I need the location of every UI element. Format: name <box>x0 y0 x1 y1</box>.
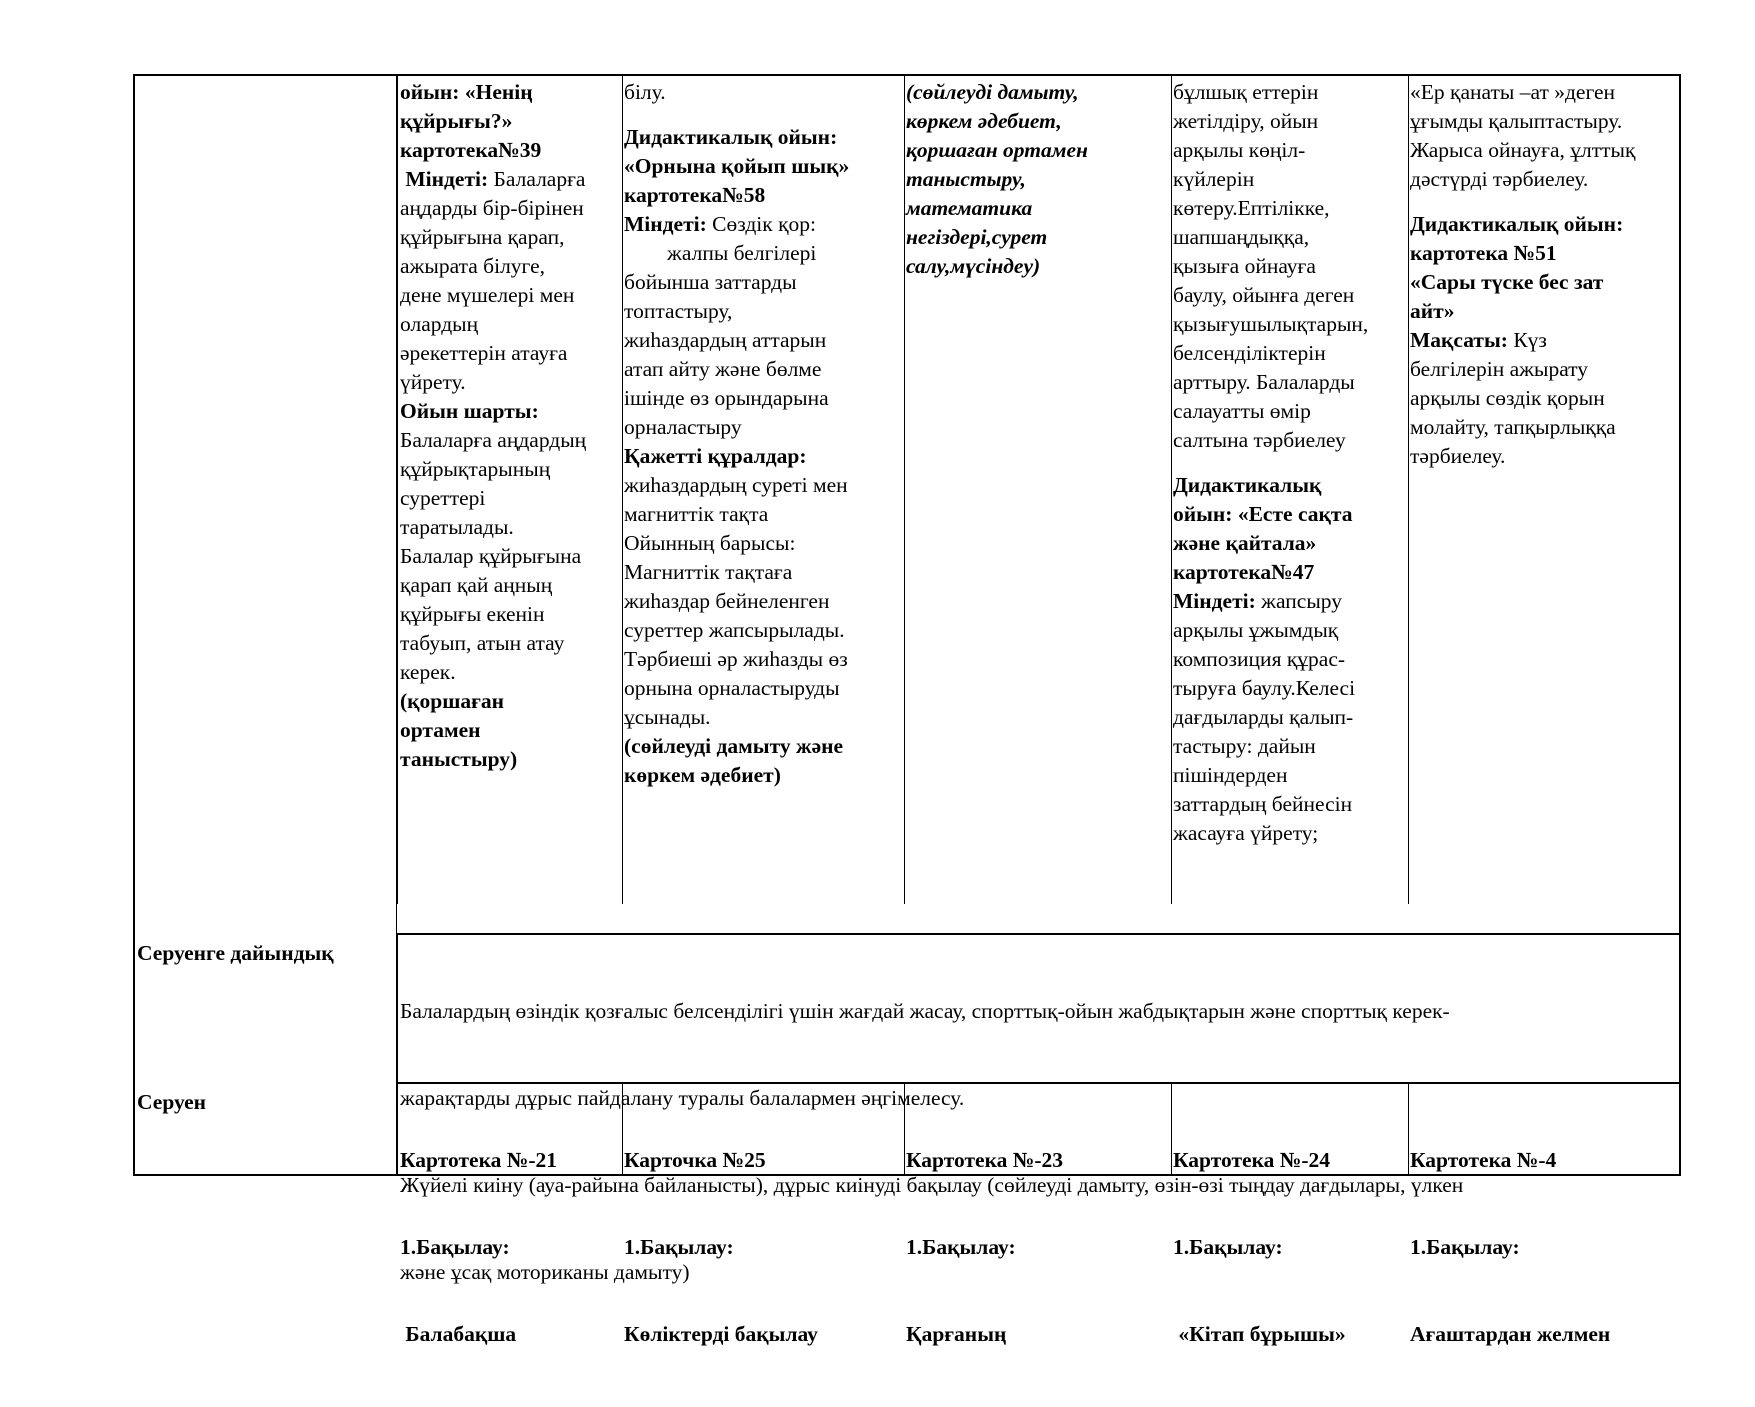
row1-col-divider-5 <box>1408 74 1409 904</box>
row3-col5-cell <box>1410 1088 1678 1407</box>
cell-line-text: тәрбиелеу. <box>1410 444 1506 468</box>
row2-line: және ұсақ моториканы дамыту) <box>400 1260 690 1284</box>
cell-line <box>1173 397 1407 426</box>
cell-line-text: таныстыру) <box>400 747 518 771</box>
cell-line <box>1410 107 1678 136</box>
cell-line-text: картотека№58 <box>624 183 766 207</box>
cell-line-text: жасауға үйрету; <box>1173 821 1319 845</box>
cell-line-text: шапшаңдыққа, <box>1173 225 1310 249</box>
cell-line <box>1410 297 1678 326</box>
table-border-left <box>133 74 135 1176</box>
cell-line-text: молайту, тапқырлыққа <box>1410 415 1616 439</box>
cell-line <box>624 471 904 500</box>
cell-line-text: қарап қай аңның <box>400 573 553 597</box>
cell-line <box>1173 107 1407 136</box>
cell-line <box>400 223 622 252</box>
cell-line-text: Дидактикалық ойын: <box>624 125 838 149</box>
observation-label: 1.Бақылау: <box>400 1235 510 1259</box>
observation-label: 1.Бақылау: <box>1410 1235 1520 1259</box>
cell-line-text: Дидактикалық <box>1173 473 1322 497</box>
cell-line-text: Тәрбиеші әр жиһазды өз <box>624 647 848 671</box>
cell-line-text: аңдарды бір-бірінен <box>400 196 584 220</box>
cell-line <box>624 78 904 107</box>
cell-line <box>400 165 622 194</box>
cell-line-text: ортамен <box>400 718 481 742</box>
cell-line <box>1410 413 1678 442</box>
cell-line-text: жиһаздардың аттарын <box>624 328 827 352</box>
cell-line <box>1173 252 1407 281</box>
row1-col1-cell <box>400 78 622 774</box>
observation-topic: Қарғаның <box>906 1322 1007 1346</box>
cell-line-text: салу,мүсіндеу) <box>906 254 1041 278</box>
cell-line <box>1173 78 1407 107</box>
table-border-right <box>1679 74 1681 1176</box>
row2-line: жарақтарды дұрыс пайдалану туралы балалармен әңгімелесу. <box>400 1086 965 1110</box>
cell-line <box>400 426 622 455</box>
cell-line <box>1173 194 1407 223</box>
cell-line <box>624 761 904 790</box>
row2-line: Балалардың өзіндік қозғалыс белсенділігі үшін жағдай жасау, спорттық-ойын жабдықтарын және спорттық керек- <box>400 999 1450 1023</box>
observation-topic: «Кітап бұрышы» <box>1173 1322 1346 1346</box>
observation-topic: Ағаштардан желмен <box>1410 1322 1611 1346</box>
cell-line <box>400 687 622 716</box>
cell-line <box>400 455 622 484</box>
cell-line-text: суреттер жапсырылады. <box>624 618 845 642</box>
cell-line <box>1173 165 1407 194</box>
cell-line-rest: Сөздік қор: <box>706 212 817 236</box>
observation-label: 1.Бақылау: <box>906 1235 1016 1259</box>
cell-line-text: суреттері <box>400 486 486 510</box>
observation-label: 1.Бақылау: <box>1173 1235 1283 1259</box>
cell-line <box>906 194 1170 223</box>
cell-line <box>624 268 904 297</box>
cell-line-text: көркем әдебиет, <box>906 109 1062 133</box>
cell-line-text: (сөйлеуді дамыту, <box>906 80 1079 104</box>
row1-col-divider-3 <box>904 74 905 904</box>
cell-line-text: математика <box>906 196 1033 220</box>
cell-line-text: құйрықтарының <box>400 457 551 481</box>
cell-line-text: ұғымды қалыптастыру. <box>1410 109 1623 133</box>
cell-line <box>624 152 904 181</box>
cell-line-rest: Балаларға <box>488 167 586 191</box>
row1-col3-cell <box>906 78 1170 281</box>
row3-label: Серуен <box>137 1090 207 1114</box>
row2-label-divider <box>396 933 398 1176</box>
cell-line <box>906 107 1170 136</box>
cell-line-text: Жарыса ойнауға, ұлттық <box>1410 138 1636 162</box>
row3-col1-cell <box>400 1088 622 1407</box>
cell-line <box>400 281 622 310</box>
cell-line-text: жалпы белгілері <box>624 241 817 265</box>
cell-line <box>624 384 904 413</box>
cell-line-text: таныстыру, <box>906 167 1026 191</box>
cell-line-text: құйрығына қарап, <box>400 225 565 249</box>
cell-line <box>624 326 904 355</box>
cell-line <box>906 223 1170 252</box>
observation-label: 1.Бақылау: <box>624 1235 734 1259</box>
cell-line-text: пішіндерден <box>1173 763 1288 787</box>
cell-line-rest: Күз <box>1507 328 1547 352</box>
cell-line <box>1173 500 1407 529</box>
row2-label: Серуенге дайындық <box>137 941 334 965</box>
cell-line-text: орнына орналастыруды <box>624 676 840 700</box>
cell-line <box>906 165 1170 194</box>
cell-line <box>1173 529 1407 558</box>
cell-line-text: атап айту және бөлме <box>624 357 822 381</box>
cell-line <box>1173 761 1407 790</box>
cell-line-text: картотека №51 <box>1410 241 1557 265</box>
cell-line-text: «Сары түске бес зат <box>1410 270 1604 294</box>
cell-line-text: Магниттік тақтаға <box>624 560 793 584</box>
cell-line <box>400 745 622 774</box>
cell-line-text: арттыру. Балаларды <box>1173 370 1355 394</box>
cell-line <box>624 645 904 674</box>
cell-line <box>906 252 1170 281</box>
cell-line-text: қызыға ойнауға <box>1173 254 1316 278</box>
cell-line <box>1410 384 1678 413</box>
cell-line-text: белгілерін ажырату <box>1410 357 1589 381</box>
cell-line <box>400 571 622 600</box>
cell-line <box>1173 558 1407 587</box>
cell-line <box>400 368 622 397</box>
cell-line <box>1410 165 1678 194</box>
cell-line <box>624 732 904 761</box>
cell-line-text: құйрығы екенін <box>400 602 545 626</box>
cell-line-text: қоршаған ортамен <box>906 138 1088 162</box>
cell-line-text: ажырата білуге, <box>400 254 545 278</box>
cell-line-text: арқылы ұжымдық <box>1173 618 1339 642</box>
cell-line <box>400 136 622 165</box>
table-border-top <box>133 74 1681 76</box>
cell-line-text: орналастыру <box>624 415 742 439</box>
cell-line <box>1410 239 1678 268</box>
cell-line <box>1173 223 1407 252</box>
cell-line-text: білу. <box>624 80 666 104</box>
cell-line <box>1410 194 1678 210</box>
cell-line-text: әрекеттерін атауға <box>400 341 568 365</box>
cell-line <box>400 78 622 107</box>
cell-line <box>624 181 904 210</box>
cell-line-text: дене мүшелері мен <box>400 283 575 307</box>
row1-col5-cell <box>1410 78 1678 471</box>
cell-line-text: Ойынның барысы: <box>624 531 796 555</box>
cell-line-text: негіздері,сурет <box>906 225 1048 249</box>
cell-line <box>1410 210 1678 239</box>
cell-line-text: көркем әдебиет) <box>624 763 781 787</box>
cell-line <box>1173 790 1407 819</box>
cell-line-text: олардың <box>400 312 479 336</box>
cell-line <box>1173 471 1407 500</box>
cell-line-text: таратылады. <box>400 515 514 539</box>
cell-line <box>1410 355 1678 384</box>
cell-line <box>400 397 622 426</box>
cell-line <box>1410 136 1678 165</box>
cell-line-text: Мақсаты: <box>1410 328 1508 352</box>
cell-line-text: Дидактикалық ойын: <box>1410 212 1624 236</box>
cell-line-text: жиһаздар бейнеленген <box>624 589 830 613</box>
cell-line <box>624 529 904 558</box>
cell-line <box>400 310 622 339</box>
cell-line-text: табуып, атын атау <box>400 631 565 655</box>
cell-line <box>624 500 904 529</box>
cell-line-text: дәстүрді тәрбиелеу. <box>1410 167 1589 191</box>
row1-col-divider-4 <box>1171 74 1172 904</box>
row3-col3-cell <box>906 1088 1170 1407</box>
cell-line <box>624 703 904 732</box>
cell-line <box>400 339 622 368</box>
cell-line <box>624 442 904 471</box>
cell-line <box>1173 426 1407 455</box>
observation-topic: Көліктерді бақылау <box>624 1322 818 1346</box>
cell-line-text: бұлшық еттерін <box>1173 80 1319 104</box>
cell-line-text: жиһаздардың суреті мен <box>624 473 848 497</box>
cell-line-text: айт» <box>1410 299 1455 323</box>
cell-line <box>400 513 622 542</box>
row2-top-border <box>396 933 1681 935</box>
cell-line-text: Ойын шарты: <box>400 399 539 423</box>
cell-line-text: дағдыларды қалып- <box>1173 705 1354 729</box>
card-number: Картотека №-4 <box>1410 1148 1557 1172</box>
cell-line <box>624 674 904 703</box>
cell-line <box>1173 674 1407 703</box>
cell-line <box>1173 819 1407 848</box>
card-number: Картотека №-24 <box>1173 1148 1331 1172</box>
cell-line-text: керек. <box>400 660 456 684</box>
row1-col4-cell <box>1173 78 1407 848</box>
cell-line <box>400 600 622 629</box>
card-number: Карточка №25 <box>624 1148 766 1172</box>
cell-line <box>624 355 904 384</box>
cell-line <box>1173 587 1407 616</box>
cell-line-rest: жапсыру <box>1255 589 1342 613</box>
cell-line-text: (сөйлеуді дамыту және <box>624 734 844 758</box>
cell-line-text: ішінде өз орындарына <box>624 386 829 410</box>
cell-line-text: Балаларға аңдардың <box>400 428 587 452</box>
cell-line-text: Міндеті: <box>624 212 707 236</box>
cell-line <box>624 210 904 239</box>
cell-line-text: салтына тәрбиелеу <box>1173 428 1346 452</box>
row2-line: Жүйелі киіну (ауа-райына байланысты), дұрыс киінуді бақылау (сөйлеуді дамыту, өзін-өзі тыңдау дағдылары, үлкен <box>400 1173 1464 1197</box>
cell-line <box>400 484 622 513</box>
cell-line <box>1173 703 1407 732</box>
cell-line <box>400 629 622 658</box>
cell-line <box>1173 136 1407 165</box>
cell-line <box>1173 732 1407 761</box>
cell-line-text: заттардың бейнесін <box>1173 792 1353 816</box>
cell-line-text: жетілдіру, ойын <box>1173 109 1319 133</box>
cell-line <box>400 252 622 281</box>
row1-col-divider-1 <box>396 74 398 904</box>
cell-line-text: Міндеті: <box>1173 589 1256 613</box>
cell-line-text: көтеру.Ептілікке, <box>1173 196 1330 220</box>
cell-line-text: құйрығы?» <box>400 109 513 133</box>
cell-line-text: тастыру: дайын <box>1173 734 1316 758</box>
cell-line-text: және қайтала» <box>1173 531 1317 555</box>
cell-line-text: «Орнына қойып шық» <box>624 154 850 178</box>
cell-line-text: қызығушылықтарын, <box>1173 312 1369 336</box>
cell-line <box>400 107 622 136</box>
cell-line <box>400 716 622 745</box>
cell-line <box>1173 281 1407 310</box>
cell-line-text: күйлерін <box>1173 167 1255 191</box>
cell-line <box>1173 645 1407 674</box>
cell-line-text: ойын: «Есте сақта <box>1173 502 1353 526</box>
cell-line <box>906 78 1170 107</box>
cell-line <box>624 558 904 587</box>
cell-line-text: белсенділіктерін <box>1173 341 1326 365</box>
row1-left-divider-ext <box>396 904 397 934</box>
cell-line-text: арқылы көңіл- <box>1173 138 1306 162</box>
cell-line-text: Қажетті құралдар: <box>624 444 807 468</box>
cell-line <box>400 194 622 223</box>
cell-line-text: Міндеті: <box>400 167 489 191</box>
cell-line-text: ұсынады. <box>624 705 711 729</box>
cell-line <box>624 297 904 326</box>
row3-col4-cell <box>1173 1088 1407 1407</box>
cell-line-text: композиция құрас- <box>1173 647 1346 671</box>
cell-line <box>624 413 904 442</box>
cell-line-text: «Ер қанаты –ат »деген <box>1410 80 1616 104</box>
cell-line-text: магниттік тақта <box>624 502 769 526</box>
card-number: Картотека №-21 <box>400 1148 558 1172</box>
row1-col-divider-2 <box>622 74 623 904</box>
cell-line <box>400 542 622 571</box>
cell-line <box>624 107 904 123</box>
cell-line <box>624 123 904 152</box>
cell-line <box>1173 310 1407 339</box>
observation-topic: Балабақша <box>400 1322 517 1346</box>
cell-line-text: үйрету. <box>400 370 466 394</box>
cell-line <box>400 658 622 687</box>
cell-line-text: баулу, ойынға деген <box>1173 283 1355 307</box>
cell-line-text: арқылы сөздік қорын <box>1410 386 1605 410</box>
cell-line <box>1410 442 1678 471</box>
row3-col2-cell <box>624 1088 904 1407</box>
cell-line <box>1173 616 1407 645</box>
cell-line <box>624 616 904 645</box>
card-number: Картотека №-23 <box>906 1148 1064 1172</box>
cell-line <box>624 587 904 616</box>
cell-line-text: топтастыру, <box>624 299 733 323</box>
cell-line <box>1410 268 1678 297</box>
cell-line <box>1410 326 1678 355</box>
cell-line <box>1173 368 1407 397</box>
cell-line <box>624 239 904 268</box>
cell-line-text: ойын: «Ненің <box>400 80 533 104</box>
cell-line-text: бойынша заттарды <box>624 270 797 294</box>
cell-line-text: картотека№47 <box>1173 560 1315 584</box>
cell-line-text: салауатты өмір <box>1173 399 1311 423</box>
cell-line <box>1410 78 1678 107</box>
cell-line <box>1173 455 1407 471</box>
cell-line <box>906 136 1170 165</box>
cell-line-text: тыруға баулу.Келесі <box>1173 676 1356 700</box>
cell-line <box>1173 339 1407 368</box>
cell-line-text: картотека№39 <box>400 138 542 162</box>
cell-line-text: (қоршаған <box>400 689 505 713</box>
row1-col2-cell <box>624 78 904 790</box>
cell-line-text: Балалар құйрығына <box>400 544 582 568</box>
